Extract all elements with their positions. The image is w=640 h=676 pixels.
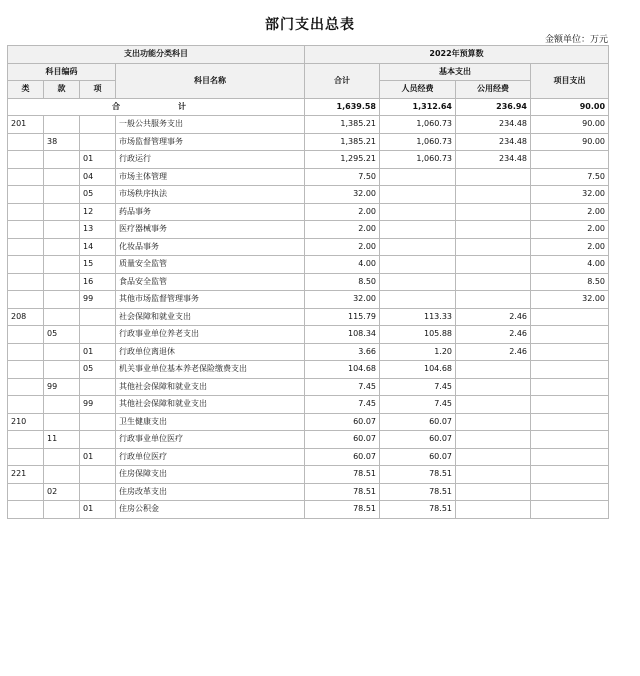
cell-total: 32.00 [305, 291, 380, 309]
cell-name: 行政运行 [116, 151, 305, 169]
cell-public [456, 256, 531, 274]
cell-project: 8.50 [531, 273, 609, 291]
cell-kuan [44, 448, 80, 466]
total-row [8, 98, 609, 116]
cell-kuan [44, 168, 80, 186]
cell-lei [8, 291, 44, 309]
table-row [8, 483, 609, 501]
cell-xiang [80, 326, 116, 344]
cell-lei [8, 483, 44, 501]
cell-lei [8, 343, 44, 361]
table-row [8, 431, 609, 449]
cell-public [456, 396, 531, 414]
cell-kuan [44, 413, 80, 431]
cell-project [531, 361, 609, 379]
cell-xiang: 01 [80, 448, 116, 466]
header-personnel: 人员经费 [380, 81, 456, 99]
cell-kuan [44, 221, 80, 239]
cell-name: 药品事务 [116, 203, 305, 221]
cell-name: 医疗器械事务 [116, 221, 305, 239]
cell-xiang: 12 [80, 203, 116, 221]
header-basic: 基本支出 [380, 63, 531, 81]
cell-lei [8, 238, 44, 256]
cell-personnel: 60.07 [380, 448, 456, 466]
cell-public [456, 431, 531, 449]
cell-personnel: 105.88 [380, 326, 456, 344]
cell-total: 4.00 [305, 256, 380, 274]
cell-xiang: 15 [80, 256, 116, 274]
cell-public: 234.48 [456, 116, 531, 134]
cell-name: 行政单位医疗 [116, 448, 305, 466]
cell-project [531, 501, 609, 519]
cell-kuan [44, 291, 80, 309]
cell-name: 机关事业单位基本养老保险缴费支出 [116, 361, 305, 379]
table-row [8, 448, 609, 466]
cell-kuan [44, 238, 80, 256]
cell-project [531, 308, 609, 326]
cell-kuan [44, 361, 80, 379]
cell-public: 2.46 [456, 308, 531, 326]
cell-total: 104.68 [305, 361, 380, 379]
cell-xiang [80, 378, 116, 396]
total-project: 90.00 [531, 98, 609, 116]
cell-name: 市场监督管理事务 [116, 133, 305, 151]
cell-public [456, 238, 531, 256]
table-row [8, 466, 609, 484]
table-row [8, 221, 609, 239]
cell-lei [8, 203, 44, 221]
cell-xiang: 01 [80, 501, 116, 519]
cell-public: 2.46 [456, 326, 531, 344]
cell-xiang: 16 [80, 273, 116, 291]
cell-xiang: 04 [80, 168, 116, 186]
cell-project [531, 396, 609, 414]
cell-personnel: 7.45 [380, 396, 456, 414]
cell-project [531, 448, 609, 466]
table-row [8, 133, 609, 151]
cell-total: 78.51 [305, 483, 380, 501]
cell-kuan: 05 [44, 326, 80, 344]
cell-xiang [80, 431, 116, 449]
cell-public [456, 203, 531, 221]
cell-personnel: 78.51 [380, 483, 456, 501]
cell-personnel: 1,060.73 [380, 116, 456, 134]
table-row [8, 186, 609, 204]
table-row [8, 308, 609, 326]
cell-xiang: 99 [80, 396, 116, 414]
cell-xiang: 13 [80, 221, 116, 239]
cell-xiang [80, 133, 116, 151]
cell-project: 90.00 [531, 133, 609, 151]
cell-lei [8, 448, 44, 466]
cell-lei [8, 326, 44, 344]
cell-kuan [44, 466, 80, 484]
cell-name: 卫生健康支出 [116, 413, 305, 431]
table-row [8, 291, 609, 309]
cell-total: 7.50 [305, 168, 380, 186]
cell-project: 2.00 [531, 221, 609, 239]
total-label: 合 计 [8, 98, 305, 116]
cell-project: 2.00 [531, 203, 609, 221]
table-row [8, 168, 609, 186]
cell-public [456, 168, 531, 186]
header-budget-year: 2022年预算数 [305, 46, 609, 64]
cell-kuan: 02 [44, 483, 80, 501]
cell-xiang: 05 [80, 186, 116, 204]
cell-public: 234.48 [456, 133, 531, 151]
cell-personnel: 60.07 [380, 431, 456, 449]
cell-kuan [44, 396, 80, 414]
table-row [8, 413, 609, 431]
cell-personnel [380, 291, 456, 309]
cell-total: 60.07 [305, 413, 380, 431]
cell-name: 其他社会保障和就业支出 [116, 378, 305, 396]
report-title: 部门支出总表 [265, 17, 355, 33]
cell-lei [8, 273, 44, 291]
cell-total: 2.00 [305, 221, 380, 239]
cell-public [456, 378, 531, 396]
cell-personnel [380, 221, 456, 239]
cell-personnel [380, 273, 456, 291]
cell-xiang: 99 [80, 291, 116, 309]
cell-total: 2.00 [305, 203, 380, 221]
cell-xiang [80, 308, 116, 326]
cell-total: 3.66 [305, 343, 380, 361]
table-row [8, 326, 609, 344]
cell-xiang [80, 116, 116, 134]
cell-public [456, 361, 531, 379]
cell-personnel: 7.45 [380, 378, 456, 396]
cell-kuan: 99 [44, 378, 80, 396]
cell-public [456, 483, 531, 501]
cell-project [531, 413, 609, 431]
cell-personnel [380, 256, 456, 274]
cell-name: 住房改革支出 [116, 483, 305, 501]
cell-name: 住房保障支出 [116, 466, 305, 484]
cell-personnel [380, 203, 456, 221]
cell-name: 化妆品事务 [116, 238, 305, 256]
cell-total: 8.50 [305, 273, 380, 291]
cell-lei: 221 [8, 466, 44, 484]
cell-personnel: 1.20 [380, 343, 456, 361]
cell-personnel: 113.33 [380, 308, 456, 326]
table-row [8, 343, 609, 361]
total-amount: 1,639.58 [305, 98, 380, 116]
expenditure-table [7, 45, 609, 519]
cell-total: 78.51 [305, 501, 380, 519]
cell-kuan [44, 116, 80, 134]
table-row [8, 361, 609, 379]
cell-kuan [44, 501, 80, 519]
cell-xiang: 01 [80, 151, 116, 169]
cell-total: 2.00 [305, 238, 380, 256]
cell-xiang: 01 [80, 343, 116, 361]
header-code: 科目编码 [8, 63, 116, 81]
cell-name: 食品安全监管 [116, 273, 305, 291]
cell-project [531, 378, 609, 396]
cell-total: 7.45 [305, 378, 380, 396]
total-public: 236.94 [456, 98, 531, 116]
cell-kuan [44, 256, 80, 274]
cell-name: 社会保障和就业支出 [116, 308, 305, 326]
cell-personnel [380, 238, 456, 256]
cell-kuan: 38 [44, 133, 80, 151]
cell-project: 7.50 [531, 168, 609, 186]
cell-personnel: 1,060.73 [380, 133, 456, 151]
cell-public [456, 221, 531, 239]
table-row [8, 256, 609, 274]
table-row [8, 378, 609, 396]
cell-personnel: 78.51 [380, 501, 456, 519]
header-lei: 类 [8, 81, 44, 99]
cell-lei [8, 221, 44, 239]
cell-public: 2.46 [456, 343, 531, 361]
cell-personnel [380, 186, 456, 204]
cell-total: 108.34 [305, 326, 380, 344]
cell-project [531, 466, 609, 484]
cell-personnel: 78.51 [380, 466, 456, 484]
cell-kuan [44, 273, 80, 291]
cell-name: 其他市场监督管理事务 [116, 291, 305, 309]
cell-total: 7.45 [305, 396, 380, 414]
cell-name: 质量安全监管 [116, 256, 305, 274]
cell-total: 1,295.21 [305, 151, 380, 169]
cell-xiang: 05 [80, 361, 116, 379]
cell-name: 其他社会保障和就业支出 [116, 396, 305, 414]
cell-lei [8, 186, 44, 204]
cell-total: 60.07 [305, 448, 380, 466]
cell-xiang [80, 483, 116, 501]
table-header [8, 46, 609, 99]
table-body [8, 98, 609, 518]
cell-total: 78.51 [305, 466, 380, 484]
cell-total: 60.07 [305, 431, 380, 449]
cell-lei [8, 133, 44, 151]
cell-personnel: 104.68 [380, 361, 456, 379]
cell-project [531, 431, 609, 449]
table-row [8, 203, 609, 221]
cell-total: 32.00 [305, 186, 380, 204]
cell-project [531, 483, 609, 501]
cell-lei [8, 431, 44, 449]
cell-lei [8, 378, 44, 396]
header-xiang: 项 [80, 81, 116, 99]
cell-project: 90.00 [531, 116, 609, 134]
cell-lei [8, 168, 44, 186]
cell-public [456, 413, 531, 431]
cell-project [531, 343, 609, 361]
cell-public [456, 501, 531, 519]
table-row [8, 151, 609, 169]
cell-public [456, 291, 531, 309]
cell-project: 32.00 [531, 291, 609, 309]
cell-kuan: 11 [44, 431, 80, 449]
cell-public [456, 448, 531, 466]
header-total: 合计 [305, 63, 380, 98]
cell-name: 市场秩序执法 [116, 186, 305, 204]
total-personnel: 1,312.64 [380, 98, 456, 116]
cell-project: 32.00 [531, 186, 609, 204]
cell-name: 行政单位离退休 [116, 343, 305, 361]
cell-lei [8, 501, 44, 519]
cell-public [456, 273, 531, 291]
cell-project: 2.00 [531, 238, 609, 256]
cell-personnel: 60.07 [380, 413, 456, 431]
cell-public [456, 186, 531, 204]
cell-lei [8, 151, 44, 169]
cell-project [531, 326, 609, 344]
cell-lei [8, 256, 44, 274]
cell-xiang: 14 [80, 238, 116, 256]
cell-name: 住房公积金 [116, 501, 305, 519]
cell-xiang [80, 413, 116, 431]
table-row [8, 116, 609, 134]
cell-kuan [44, 203, 80, 221]
cell-lei: 210 [8, 413, 44, 431]
header-kuan: 款 [44, 81, 80, 99]
amount-unit-label: 金额单位：万元 [544, 35, 608, 45]
cell-total: 1,385.21 [305, 133, 380, 151]
cell-name: 市场主体管理 [116, 168, 305, 186]
cell-total: 1,385.21 [305, 116, 380, 134]
cell-kuan [44, 186, 80, 204]
table-row [8, 396, 609, 414]
cell-lei [8, 361, 44, 379]
cell-personnel [380, 168, 456, 186]
cell-name: 一般公共服务支出 [116, 116, 305, 134]
cell-lei: 208 [8, 308, 44, 326]
cell-name: 行政事业单位养老支出 [116, 326, 305, 344]
cell-name: 行政事业单位医疗 [116, 431, 305, 449]
table-row [8, 273, 609, 291]
header-public: 公用经费 [456, 81, 531, 99]
cell-kuan [44, 308, 80, 326]
cell-public [456, 466, 531, 484]
cell-lei [8, 396, 44, 414]
cell-public: 234.48 [456, 151, 531, 169]
table-row [8, 501, 609, 519]
header-func-class: 支出功能分类科目 [8, 46, 305, 64]
cell-project: 4.00 [531, 256, 609, 274]
header-name: 科目名称 [116, 63, 305, 98]
cell-kuan [44, 343, 80, 361]
cell-lei: 201 [8, 116, 44, 134]
table-row [8, 238, 609, 256]
cell-xiang [80, 466, 116, 484]
header-project: 项目支出 [531, 63, 609, 98]
cell-total: 115.79 [305, 308, 380, 326]
cell-kuan [44, 151, 80, 169]
cell-project [531, 151, 609, 169]
cell-personnel: 1,060.73 [380, 151, 456, 169]
